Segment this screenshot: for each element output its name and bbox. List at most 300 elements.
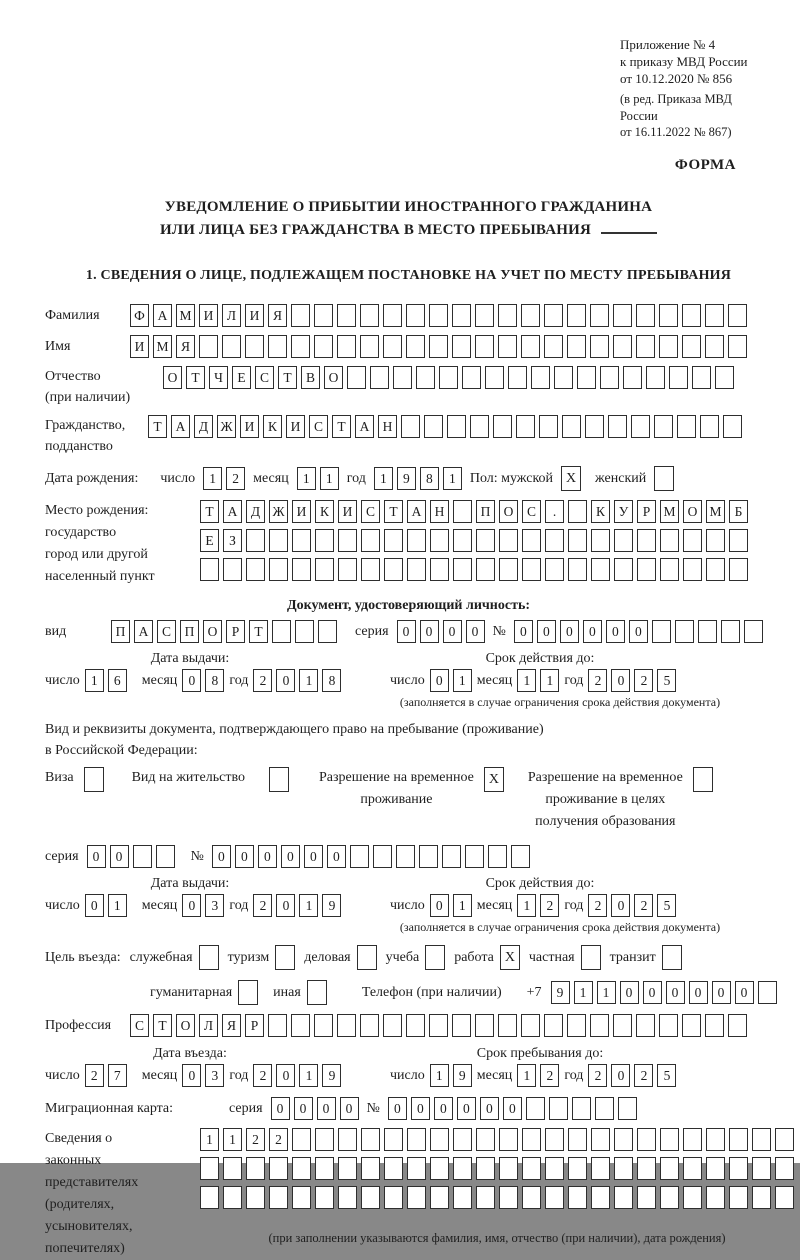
char-cell[interactable]: 0	[457, 1097, 476, 1120]
char-cell[interactable]	[416, 366, 435, 389]
char-cell[interactable]	[493, 415, 512, 438]
char-cell[interactable]: 0	[537, 620, 556, 643]
char-cell[interactable]: 0	[281, 845, 300, 868]
char-cell[interactable]	[728, 1014, 747, 1037]
char-cell[interactable]: 0	[87, 845, 106, 868]
char-cell[interactable]: 0	[85, 894, 104, 917]
char-cell[interactable]: У	[614, 500, 633, 523]
char-cell[interactable]: 1	[430, 1064, 449, 1087]
char-cell[interactable]	[636, 335, 655, 358]
char-cell[interactable]	[488, 845, 507, 868]
char-cell[interactable]: 1	[297, 467, 316, 490]
char-cell[interactable]: 0	[271, 1097, 290, 1120]
char-cell[interactable]	[562, 415, 581, 438]
char-cell[interactable]: Р	[637, 500, 656, 523]
char-cell[interactable]	[526, 1097, 545, 1120]
char-cell[interactable]	[544, 1014, 563, 1037]
char-cell[interactable]	[568, 1157, 587, 1180]
char-cell[interactable]: 0	[620, 981, 639, 1004]
char-cell[interactable]: А	[134, 620, 153, 643]
char-cell[interactable]	[200, 558, 219, 581]
char-cell[interactable]	[614, 1157, 633, 1180]
char-cell[interactable]	[465, 845, 484, 868]
char-cell[interactable]	[659, 304, 678, 327]
char-cell[interactable]: Т	[200, 500, 219, 523]
char-cell[interactable]: 5	[657, 1064, 676, 1087]
char-cell[interactable]	[291, 335, 310, 358]
char-cell[interactable]	[660, 558, 679, 581]
char-cell[interactable]	[315, 1186, 334, 1209]
char-cell[interactable]	[585, 415, 604, 438]
purpose-work-checkbox[interactable]: X	[500, 945, 520, 970]
char-cell[interactable]	[775, 1186, 794, 1209]
char-cell[interactable]	[462, 366, 481, 389]
char-cell[interactable]	[568, 500, 587, 523]
char-cell[interactable]: 2	[540, 1064, 559, 1087]
char-cell[interactable]: 1	[453, 894, 472, 917]
char-cell[interactable]	[522, 1157, 541, 1180]
char-cell[interactable]	[618, 1097, 637, 1120]
char-cell[interactable]	[350, 845, 369, 868]
temp-residence-edu-checkbox[interactable]	[693, 767, 713, 792]
char-cell[interactable]: 2	[588, 894, 607, 917]
char-cell[interactable]	[200, 1186, 219, 1209]
char-cell[interactable]: П	[111, 620, 130, 643]
char-cell[interactable]	[453, 558, 472, 581]
char-cell[interactable]	[706, 529, 725, 552]
char-cell[interactable]	[453, 529, 472, 552]
char-cell[interactable]: 1	[108, 894, 127, 917]
char-cell[interactable]: 0	[514, 620, 533, 643]
char-cell[interactable]	[568, 1128, 587, 1151]
char-cell[interactable]: 1	[540, 669, 559, 692]
char-cell[interactable]	[292, 1186, 311, 1209]
char-cell[interactable]: П	[476, 500, 495, 523]
char-cell[interactable]	[705, 1014, 724, 1037]
char-cell[interactable]: Л	[199, 1014, 218, 1037]
char-cell[interactable]: 5	[657, 894, 676, 917]
char-cell[interactable]: 0	[276, 669, 295, 692]
char-cell[interactable]	[407, 558, 426, 581]
char-cell[interactable]: С	[309, 415, 328, 438]
char-cell[interactable]	[383, 304, 402, 327]
char-cell[interactable]: О	[499, 500, 518, 523]
char-cell[interactable]: Р	[226, 620, 245, 643]
char-cell[interactable]	[637, 558, 656, 581]
char-cell[interactable]: Н	[378, 415, 397, 438]
char-cell[interactable]: 2	[246, 1128, 265, 1151]
char-cell[interactable]: М	[660, 500, 679, 523]
char-cell[interactable]	[315, 558, 334, 581]
char-cell[interactable]	[775, 1128, 794, 1151]
char-cell[interactable]: И	[286, 415, 305, 438]
char-cell[interactable]: 0	[258, 845, 277, 868]
char-cell[interactable]	[636, 304, 655, 327]
char-cell[interactable]	[549, 1097, 568, 1120]
char-cell[interactable]	[637, 1128, 656, 1151]
char-cell[interactable]: 2	[253, 1064, 272, 1087]
char-cell[interactable]	[521, 304, 540, 327]
char-cell[interactable]	[591, 1186, 610, 1209]
char-cell[interactable]: 0	[583, 620, 602, 643]
char-cell[interactable]: 1	[299, 669, 318, 692]
char-cell[interactable]	[407, 1186, 426, 1209]
char-cell[interactable]: Т	[278, 366, 297, 389]
char-cell[interactable]	[775, 1157, 794, 1180]
char-cell[interactable]: 0	[480, 1097, 499, 1120]
char-cell[interactable]: Н	[430, 500, 449, 523]
char-cell[interactable]	[600, 366, 619, 389]
char-cell[interactable]	[384, 558, 403, 581]
char-cell[interactable]	[133, 845, 152, 868]
char-cell[interactable]	[498, 335, 517, 358]
char-cell[interactable]: О	[163, 366, 182, 389]
char-cell[interactable]	[475, 1014, 494, 1037]
char-cell[interactable]	[430, 1157, 449, 1180]
char-cell[interactable]: 0	[340, 1097, 359, 1120]
char-cell[interactable]: С	[361, 500, 380, 523]
char-cell[interactable]	[360, 335, 379, 358]
char-cell[interactable]	[485, 366, 504, 389]
char-cell[interactable]: С	[522, 500, 541, 523]
char-cell[interactable]	[614, 529, 633, 552]
char-cell[interactable]	[499, 1186, 518, 1209]
char-cell[interactable]: Е	[232, 366, 251, 389]
char-cell[interactable]: Т	[332, 415, 351, 438]
char-cell[interactable]: 0	[643, 981, 662, 1004]
char-cell[interactable]: И	[338, 500, 357, 523]
char-cell[interactable]	[499, 529, 518, 552]
char-cell[interactable]	[706, 558, 725, 581]
char-cell[interactable]	[705, 304, 724, 327]
char-cell[interactable]	[269, 1186, 288, 1209]
char-cell[interactable]	[430, 1128, 449, 1151]
char-cell[interactable]	[637, 1186, 656, 1209]
char-cell[interactable]: 1	[517, 894, 536, 917]
char-cell[interactable]	[531, 366, 550, 389]
char-cell[interactable]: 0	[611, 1064, 630, 1087]
char-cell[interactable]	[595, 1097, 614, 1120]
char-cell[interactable]	[591, 1157, 610, 1180]
char-cell[interactable]	[246, 558, 265, 581]
char-cell[interactable]	[384, 529, 403, 552]
char-cell[interactable]	[453, 1128, 472, 1151]
char-cell[interactable]: 2	[634, 669, 653, 692]
char-cell[interactable]: Д	[246, 500, 265, 523]
char-cell[interactable]: 9	[551, 981, 570, 1004]
char-cell[interactable]: 1	[320, 467, 339, 490]
char-cell[interactable]	[447, 415, 466, 438]
char-cell[interactable]: 0	[434, 1097, 453, 1120]
char-cell[interactable]	[383, 335, 402, 358]
char-cell[interactable]: 1	[200, 1128, 219, 1151]
char-cell[interactable]	[396, 845, 415, 868]
char-cell[interactable]	[499, 558, 518, 581]
char-cell[interactable]: 0	[182, 894, 201, 917]
char-cell[interactable]	[729, 1128, 748, 1151]
char-cell[interactable]	[631, 415, 650, 438]
char-cell[interactable]	[654, 415, 673, 438]
char-cell[interactable]	[360, 1014, 379, 1037]
char-cell[interactable]	[677, 415, 696, 438]
char-cell[interactable]	[752, 1186, 771, 1209]
char-cell[interactable]	[744, 620, 763, 643]
purpose-business-checkbox[interactable]	[357, 945, 377, 970]
char-cell[interactable]: И	[240, 415, 259, 438]
char-cell[interactable]	[156, 845, 175, 868]
char-cell[interactable]	[499, 1157, 518, 1180]
residence-permit-checkbox[interactable]	[269, 767, 289, 792]
char-cell[interactable]	[337, 1014, 356, 1037]
char-cell[interactable]	[659, 1014, 678, 1037]
char-cell[interactable]: 0	[294, 1097, 313, 1120]
char-cell[interactable]	[567, 304, 586, 327]
char-cell[interactable]	[318, 620, 337, 643]
char-cell[interactable]	[470, 415, 489, 438]
char-cell[interactable]: 0	[560, 620, 579, 643]
char-cell[interactable]	[577, 366, 596, 389]
char-cell[interactable]	[516, 415, 535, 438]
char-cell[interactable]	[613, 335, 632, 358]
char-cell[interactable]	[452, 335, 471, 358]
char-cell[interactable]: 2	[253, 669, 272, 692]
char-cell[interactable]: А	[355, 415, 374, 438]
char-cell[interactable]	[521, 335, 540, 358]
char-cell[interactable]	[292, 558, 311, 581]
char-cell[interactable]	[246, 529, 265, 552]
char-cell[interactable]: 1	[85, 669, 104, 692]
char-cell[interactable]	[439, 366, 458, 389]
char-cell[interactable]	[568, 558, 587, 581]
visa-checkbox[interactable]	[84, 767, 104, 792]
char-cell[interactable]	[337, 335, 356, 358]
char-cell[interactable]	[682, 335, 701, 358]
char-cell[interactable]	[268, 1014, 287, 1037]
char-cell[interactable]	[522, 1186, 541, 1209]
char-cell[interactable]	[613, 1014, 632, 1037]
purpose-official-checkbox[interactable]	[199, 945, 219, 970]
char-cell[interactable]: 2	[269, 1128, 288, 1151]
char-cell[interactable]	[272, 620, 291, 643]
char-cell[interactable]: Ч	[209, 366, 228, 389]
purpose-transit-checkbox[interactable]	[662, 945, 682, 970]
char-cell[interactable]: 0	[304, 845, 323, 868]
char-cell[interactable]: И	[199, 304, 218, 327]
char-cell[interactable]: 1	[597, 981, 616, 1004]
char-cell[interactable]	[338, 1157, 357, 1180]
char-cell[interactable]	[223, 558, 242, 581]
char-cell[interactable]: 2	[588, 669, 607, 692]
char-cell[interactable]	[660, 529, 679, 552]
char-cell[interactable]	[545, 1157, 564, 1180]
char-cell[interactable]	[614, 1128, 633, 1151]
char-cell[interactable]: 1	[223, 1128, 242, 1151]
char-cell[interactable]: 2	[253, 894, 272, 917]
char-cell[interactable]	[614, 1186, 633, 1209]
char-cell[interactable]: Я	[176, 335, 195, 358]
char-cell[interactable]	[453, 500, 472, 523]
char-cell[interactable]: 0	[276, 894, 295, 917]
char-cell[interactable]	[429, 335, 448, 358]
char-cell[interactable]	[476, 558, 495, 581]
char-cell[interactable]	[292, 1128, 311, 1151]
char-cell[interactable]	[246, 1186, 265, 1209]
char-cell[interactable]: М	[153, 335, 172, 358]
sex-female-checkbox[interactable]	[654, 466, 674, 491]
char-cell[interactable]	[393, 366, 412, 389]
char-cell[interactable]	[384, 1186, 403, 1209]
char-cell[interactable]	[246, 1157, 265, 1180]
char-cell[interactable]: О	[176, 1014, 195, 1037]
char-cell[interactable]: М	[706, 500, 725, 523]
char-cell[interactable]	[338, 1128, 357, 1151]
char-cell[interactable]	[315, 1157, 334, 1180]
char-cell[interactable]	[705, 335, 724, 358]
char-cell[interactable]	[361, 1186, 380, 1209]
char-cell[interactable]	[522, 529, 541, 552]
char-cell[interactable]	[544, 335, 563, 358]
char-cell[interactable]: 0	[327, 845, 346, 868]
char-cell[interactable]	[442, 845, 461, 868]
char-cell[interactable]	[406, 335, 425, 358]
char-cell[interactable]: Я	[222, 1014, 241, 1037]
char-cell[interactable]	[401, 415, 420, 438]
char-cell[interactable]	[591, 1128, 610, 1151]
char-cell[interactable]: 0	[629, 620, 648, 643]
char-cell[interactable]: 0	[466, 620, 485, 643]
char-cell[interactable]	[337, 304, 356, 327]
char-cell[interactable]	[752, 1157, 771, 1180]
char-cell[interactable]: 9	[397, 467, 416, 490]
char-cell[interactable]	[222, 335, 241, 358]
char-cell[interactable]	[613, 304, 632, 327]
char-cell[interactable]: 5	[657, 669, 676, 692]
char-cell[interactable]	[361, 1128, 380, 1151]
char-cell[interactable]	[338, 529, 357, 552]
char-cell[interactable]: И	[130, 335, 149, 358]
char-cell[interactable]	[314, 1014, 333, 1037]
char-cell[interactable]: Т	[249, 620, 268, 643]
char-cell[interactable]	[590, 335, 609, 358]
char-cell[interactable]: 1	[374, 467, 393, 490]
char-cell[interactable]	[728, 304, 747, 327]
purpose-other-checkbox[interactable]	[307, 980, 327, 1005]
char-cell[interactable]	[752, 1128, 771, 1151]
char-cell[interactable]: Ж	[269, 500, 288, 523]
char-cell[interactable]	[292, 529, 311, 552]
char-cell[interactable]	[453, 1157, 472, 1180]
char-cell[interactable]: 0	[420, 620, 439, 643]
char-cell[interactable]	[591, 529, 610, 552]
char-cell[interactable]	[407, 1128, 426, 1151]
purpose-private-checkbox[interactable]	[581, 945, 601, 970]
char-cell[interactable]	[360, 304, 379, 327]
char-cell[interactable]	[199, 335, 218, 358]
char-cell[interactable]	[539, 415, 558, 438]
char-cell[interactable]	[683, 558, 702, 581]
char-cell[interactable]: О	[683, 500, 702, 523]
char-cell[interactable]	[521, 1014, 540, 1037]
char-cell[interactable]	[291, 304, 310, 327]
char-cell[interactable]	[453, 1186, 472, 1209]
char-cell[interactable]	[429, 1014, 448, 1037]
char-cell[interactable]: А	[223, 500, 242, 523]
char-cell[interactable]	[476, 1186, 495, 1209]
char-cell[interactable]	[384, 1128, 403, 1151]
char-cell[interactable]: 0	[212, 845, 231, 868]
char-cell[interactable]	[721, 620, 740, 643]
char-cell[interactable]: 1	[453, 669, 472, 692]
char-cell[interactable]: 0	[182, 1064, 201, 1087]
char-cell[interactable]	[729, 529, 748, 552]
char-cell[interactable]: П	[180, 620, 199, 643]
char-cell[interactable]	[361, 1157, 380, 1180]
char-cell[interactable]	[269, 529, 288, 552]
char-cell[interactable]	[683, 1157, 702, 1180]
char-cell[interactable]: В	[301, 366, 320, 389]
char-cell[interactable]	[406, 304, 425, 327]
char-cell[interactable]	[291, 1014, 310, 1037]
char-cell[interactable]	[554, 366, 573, 389]
char-cell[interactable]: .	[545, 500, 564, 523]
char-cell[interactable]: 2	[540, 894, 559, 917]
char-cell[interactable]: 1	[574, 981, 593, 1004]
char-cell[interactable]	[591, 558, 610, 581]
char-cell[interactable]	[223, 1157, 242, 1180]
char-cell[interactable]: 0	[611, 669, 630, 692]
char-cell[interactable]: 0	[606, 620, 625, 643]
char-cell[interactable]: Т	[186, 366, 205, 389]
char-cell[interactable]: 0	[443, 620, 462, 643]
char-cell[interactable]: 3	[205, 1064, 224, 1087]
char-cell[interactable]	[659, 335, 678, 358]
char-cell[interactable]	[692, 366, 711, 389]
char-cell[interactable]: 3	[205, 894, 224, 917]
char-cell[interactable]	[370, 366, 389, 389]
char-cell[interactable]	[383, 1014, 402, 1037]
char-cell[interactable]	[269, 1157, 288, 1180]
char-cell[interactable]: 0	[317, 1097, 336, 1120]
char-cell[interactable]: 0	[411, 1097, 430, 1120]
char-cell[interactable]: Д	[194, 415, 213, 438]
char-cell[interactable]	[430, 1186, 449, 1209]
char-cell[interactable]	[706, 1128, 725, 1151]
char-cell[interactable]	[452, 1014, 471, 1037]
char-cell[interactable]	[682, 1014, 701, 1037]
char-cell[interactable]	[608, 415, 627, 438]
char-cell[interactable]	[424, 415, 443, 438]
char-cell[interactable]	[675, 620, 694, 643]
char-cell[interactable]	[728, 335, 747, 358]
char-cell[interactable]: 0	[110, 845, 129, 868]
char-cell[interactable]: 9	[453, 1064, 472, 1087]
char-cell[interactable]	[511, 845, 530, 868]
char-cell[interactable]	[315, 529, 334, 552]
char-cell[interactable]: Т	[384, 500, 403, 523]
char-cell[interactable]	[245, 335, 264, 358]
temp-residence-checkbox[interactable]: X	[484, 767, 504, 792]
char-cell[interactable]: 2	[634, 894, 653, 917]
char-cell[interactable]	[338, 558, 357, 581]
char-cell[interactable]	[660, 1128, 679, 1151]
purpose-tourism-checkbox[interactable]	[275, 945, 295, 970]
char-cell[interactable]: Т	[153, 1014, 172, 1037]
char-cell[interactable]: 7	[108, 1064, 127, 1087]
char-cell[interactable]	[384, 1157, 403, 1180]
char-cell[interactable]	[373, 845, 392, 868]
char-cell[interactable]	[522, 1128, 541, 1151]
char-cell[interactable]	[430, 529, 449, 552]
